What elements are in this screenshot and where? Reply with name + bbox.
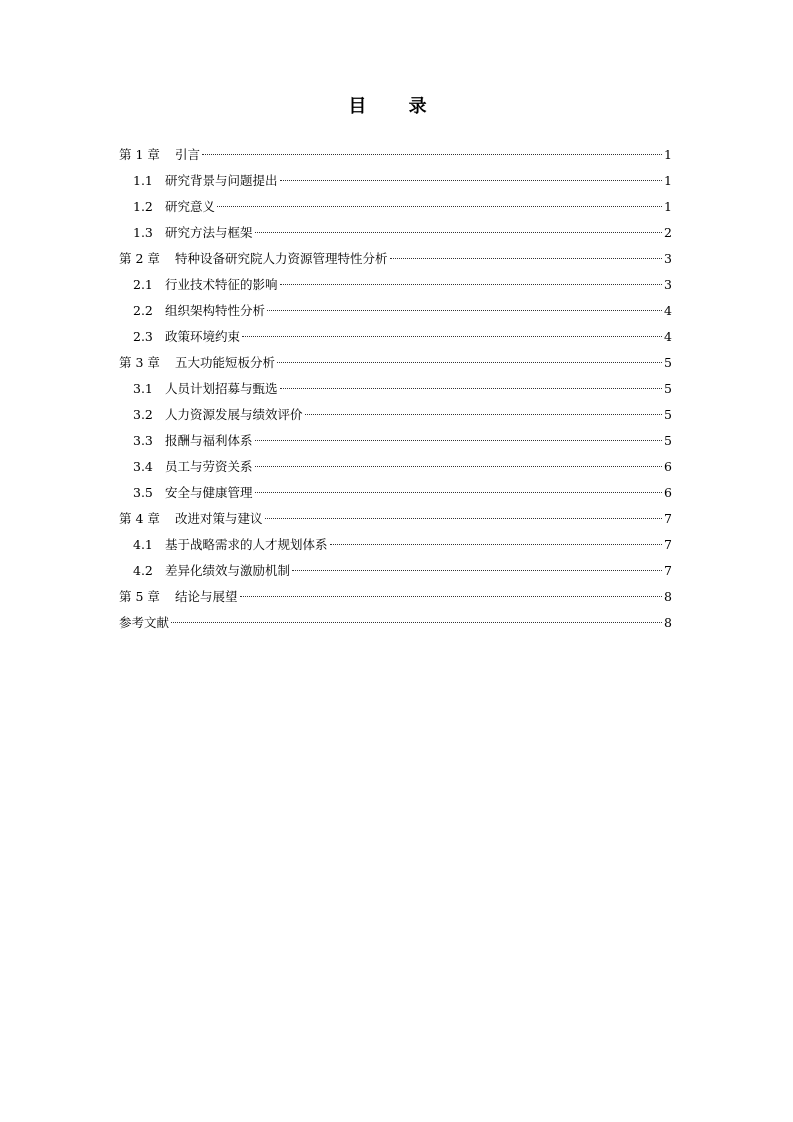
toc-entry[interactable]	[119, 558, 672, 584]
toc-entry-title: 差异化绩效与激励机制	[165, 563, 291, 578]
toc-entry-title: 研究方法与框架	[165, 225, 253, 240]
toc-dot-leader	[390, 258, 663, 259]
toc-dot-leader	[265, 518, 663, 519]
toc-page-number: 3	[664, 251, 672, 266]
toc-entry-number: 2.3	[133, 329, 153, 344]
toc-entry-number: 2.2	[133, 303, 153, 318]
toc-dot-leader	[292, 570, 662, 571]
toc-page-number: 4	[664, 303, 672, 318]
toc-entry[interactable]	[119, 194, 672, 220]
toc-entry[interactable]	[119, 506, 672, 532]
toc-dot-leader	[255, 492, 663, 493]
toc-entry-title: 研究意义	[165, 199, 216, 214]
toc-entry-title: 基于战略需求的人才规划体系	[165, 537, 328, 552]
toc-dot-leader	[240, 596, 663, 597]
toc-page-number: 7	[664, 537, 672, 552]
toc-dot-leader	[330, 544, 663, 545]
toc-dot-leader	[267, 310, 662, 311]
toc-page-number: 8	[664, 589, 672, 604]
toc-page-number: 2	[664, 225, 672, 240]
toc-entry[interactable]	[119, 298, 672, 324]
toc-page-number: 7	[664, 563, 672, 578]
toc-entry-number: 第 1 章	[119, 147, 160, 162]
toc-page-number: 5	[664, 407, 672, 422]
toc-dot-leader	[277, 362, 662, 363]
toc-dot-leader	[217, 206, 662, 207]
toc-entry-number: 第 3 章	[119, 355, 160, 370]
toc-entry-number: 1.3	[133, 225, 153, 240]
toc-entry-title: 人力资源发展与绩效评价	[165, 407, 303, 422]
toc-entry[interactable]	[119, 428, 672, 454]
toc-page-number: 5	[664, 355, 672, 370]
toc-page-number: 6	[664, 485, 672, 500]
toc-entry[interactable]	[119, 376, 672, 402]
toc-entry-number: 第 2 章	[119, 251, 160, 266]
toc-page-number: 1	[664, 173, 672, 188]
toc-entry-title: 组织架构特性分析	[165, 303, 266, 318]
toc-entry[interactable]	[119, 272, 672, 298]
toc-entry-number: 3.3	[133, 433, 153, 448]
toc-entry-number: 4.2	[133, 563, 153, 578]
toc-page-number: 5	[664, 433, 672, 448]
toc-page-number: 3	[664, 277, 672, 292]
toc-entry-title: 人员计划招募与甄选	[165, 381, 278, 396]
toc-entry[interactable]	[119, 402, 672, 428]
toc-entry-number: 第 4 章	[119, 511, 160, 526]
toc-page-number: 1	[664, 147, 672, 162]
toc-dot-leader	[171, 622, 662, 623]
toc-dot-leader	[242, 336, 662, 337]
toc-dot-leader	[280, 180, 663, 181]
table-of-contents	[119, 142, 672, 636]
toc-entry-title: 研究背景与问题提出	[165, 173, 278, 188]
toc-entry[interactable]	[119, 584, 672, 610]
toc-page-number: 4	[664, 329, 672, 344]
toc-entry[interactable]	[119, 324, 672, 350]
toc-entry-number: 3.1	[133, 381, 153, 396]
toc-entry-title: 结论与展望	[175, 589, 238, 604]
toc-entry[interactable]	[119, 610, 672, 636]
toc-entry-title: 安全与健康管理	[165, 485, 253, 500]
toc-entry-title: 引言	[175, 147, 201, 162]
toc-entry-number: 第 5 章	[119, 589, 160, 604]
toc-entry[interactable]	[119, 142, 672, 168]
toc-entry[interactable]	[119, 168, 672, 194]
toc-entry-title: 特种设备研究院人力资源管理特性分析	[175, 251, 388, 266]
toc-entry-number: 3.4	[133, 459, 153, 474]
toc-dot-leader	[280, 284, 663, 285]
toc-page-number: 8	[664, 615, 672, 630]
toc-entry[interactable]	[119, 246, 672, 272]
toc-page-number: 5	[664, 381, 672, 396]
toc-dot-leader	[255, 232, 663, 233]
toc-title: 目 录	[348, 96, 445, 117]
toc-entry[interactable]	[119, 532, 672, 558]
toc-page-number: 7	[664, 511, 672, 526]
toc-entry-title: 政策环境约束	[165, 329, 241, 344]
toc-dot-leader	[255, 466, 663, 467]
toc-dot-leader	[202, 154, 662, 155]
toc-dot-leader	[305, 414, 663, 415]
toc-entry-title: 行业技术特征的影响	[165, 277, 278, 292]
toc-entry-number: 3.2	[133, 407, 153, 422]
toc-dot-leader	[280, 388, 663, 389]
toc-entry-number: 1.2	[133, 199, 153, 214]
toc-entry-number: 4.1	[133, 537, 153, 552]
toc-page-number: 6	[664, 459, 672, 474]
toc-entry-title: 员工与劳资关系	[165, 459, 253, 474]
toc-entry-number: 1.1	[133, 173, 153, 188]
toc-entry[interactable]	[119, 220, 672, 246]
toc-page-number: 1	[664, 199, 672, 214]
toc-entry-title: 改进对策与建议	[175, 511, 263, 526]
toc-dot-leader	[255, 440, 663, 441]
toc-entry-title: 五大功能短板分析	[175, 355, 276, 370]
toc-entry[interactable]	[119, 454, 672, 480]
toc-entry-title: 报酬与福利体系	[165, 433, 253, 448]
toc-entry[interactable]	[119, 350, 672, 376]
toc-entry-number: 3.5	[133, 485, 153, 500]
toc-entry-number: 2.1	[133, 277, 153, 292]
toc-entry-title: 参考文献	[119, 615, 170, 630]
toc-entry[interactable]	[119, 480, 672, 506]
